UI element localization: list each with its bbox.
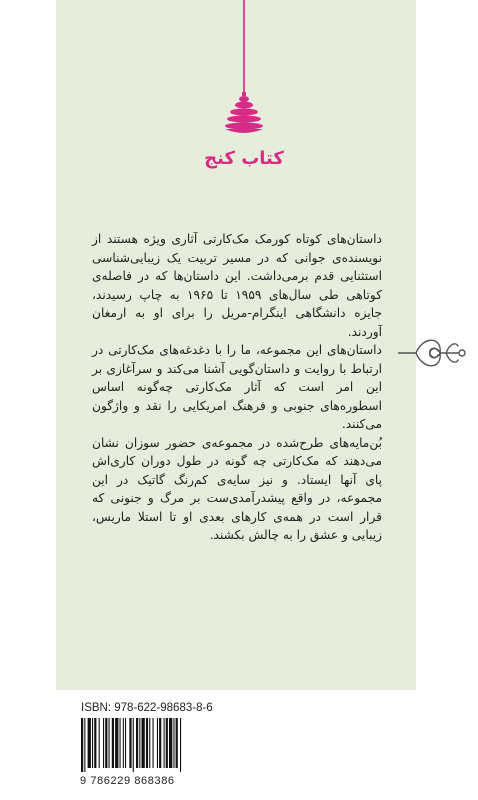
barcode-bar — [142, 718, 145, 768]
barcode-bar — [176, 718, 178, 768]
barcode-bar — [166, 718, 168, 768]
barcode-bar — [129, 718, 131, 768]
blurb-paragraph: بُن‌مایه‌های طرح‌شده در مجموعه‌ی حضور سوزان نشان می‌دهند که مک‌کارتی چه گونه در طول دوران کاری‌اش پای آنها ایستاد. و نیز سایه‌ی کم‌رنگ گاتیک در این مجموعه، در واقع پیشدرآمدی‌ست بر مرگ و جنونی که قرار است در همه‌ی کارهای بعدی او تا استلا ماریس، زیبایی و عشق را به چالش بکشند. — [92, 435, 382, 542]
barcode-bar — [153, 718, 154, 768]
barcode-bar — [159, 718, 161, 768]
pendant-lamp-icon — [222, 92, 266, 138]
flourish-ornament-icon — [398, 328, 468, 378]
barcode-bar — [169, 718, 172, 768]
barcode-bar — [120, 718, 121, 768]
barcode-bar — [146, 718, 148, 768]
barcode-bar — [94, 718, 96, 768]
barcode-bar — [136, 718, 138, 768]
barcode-bar — [173, 718, 174, 768]
blurb-paragraph: داستان‌های این مجموعه، ما را با دغدغه‌های مک‌کارتی در ارتباط با روایت و داستان‌گویی آشنا می‌کند و سرآغازی بر این امر است که آثار مک‌کارتی چه‌گونه اساس اسطوره‌های جنوبی و فرهنگ امریکایی را نقد و واژگون می‌کنند. — [92, 343, 382, 431]
barcode-bar — [84, 718, 85, 772]
barcode-bar — [88, 718, 91, 768]
barcode-bar — [81, 718, 83, 772]
barcode-bar — [133, 718, 134, 772]
barcode-bar — [115, 718, 118, 768]
barcode-bar — [109, 718, 110, 768]
barcode-bar — [112, 718, 114, 768]
barcode-bar — [99, 718, 100, 768]
barcode-bar — [157, 718, 158, 768]
barcode-bar — [149, 718, 150, 768]
publisher-logo-text: کتاب کنج — [204, 148, 284, 169]
blurb-paragraph: داستان‌های کوتاه کورمک مک‌کارتی آثاری ویژه هستند از نویسنده‌ی جوانی که در مسیر تربیت یک زیبایی‌شناسی استثنایی قدم برمی‌داشت. این داستان‌ها که در فاصله‌ی کوتاهی طی سال‌های ۱۹۵۹ تا ۱۹۶۵ به چاپ رسیدند، جایزه دانشگاهی اینگرام-مریل را برای او به ارمغان آوردند. — [92, 232, 383, 339]
barcode-bar — [180, 718, 181, 772]
barcode-digits: 9 786229 868386 — [80, 775, 175, 787]
barcode-bar — [103, 718, 104, 768]
barcode-bar — [164, 718, 165, 768]
barcode-bar — [105, 718, 107, 768]
blurb-text — [92, 230, 382, 545]
barcode-bar — [92, 718, 93, 768]
barcode-bar — [123, 718, 124, 768]
barcode-icon — [79, 718, 239, 772]
isbn-label: ISBN: 978-622-98683-8-6 — [81, 702, 213, 714]
barcode-bar — [125, 718, 126, 768]
lamp-cord — [243, 0, 245, 92]
barcode-bar — [139, 718, 140, 768]
